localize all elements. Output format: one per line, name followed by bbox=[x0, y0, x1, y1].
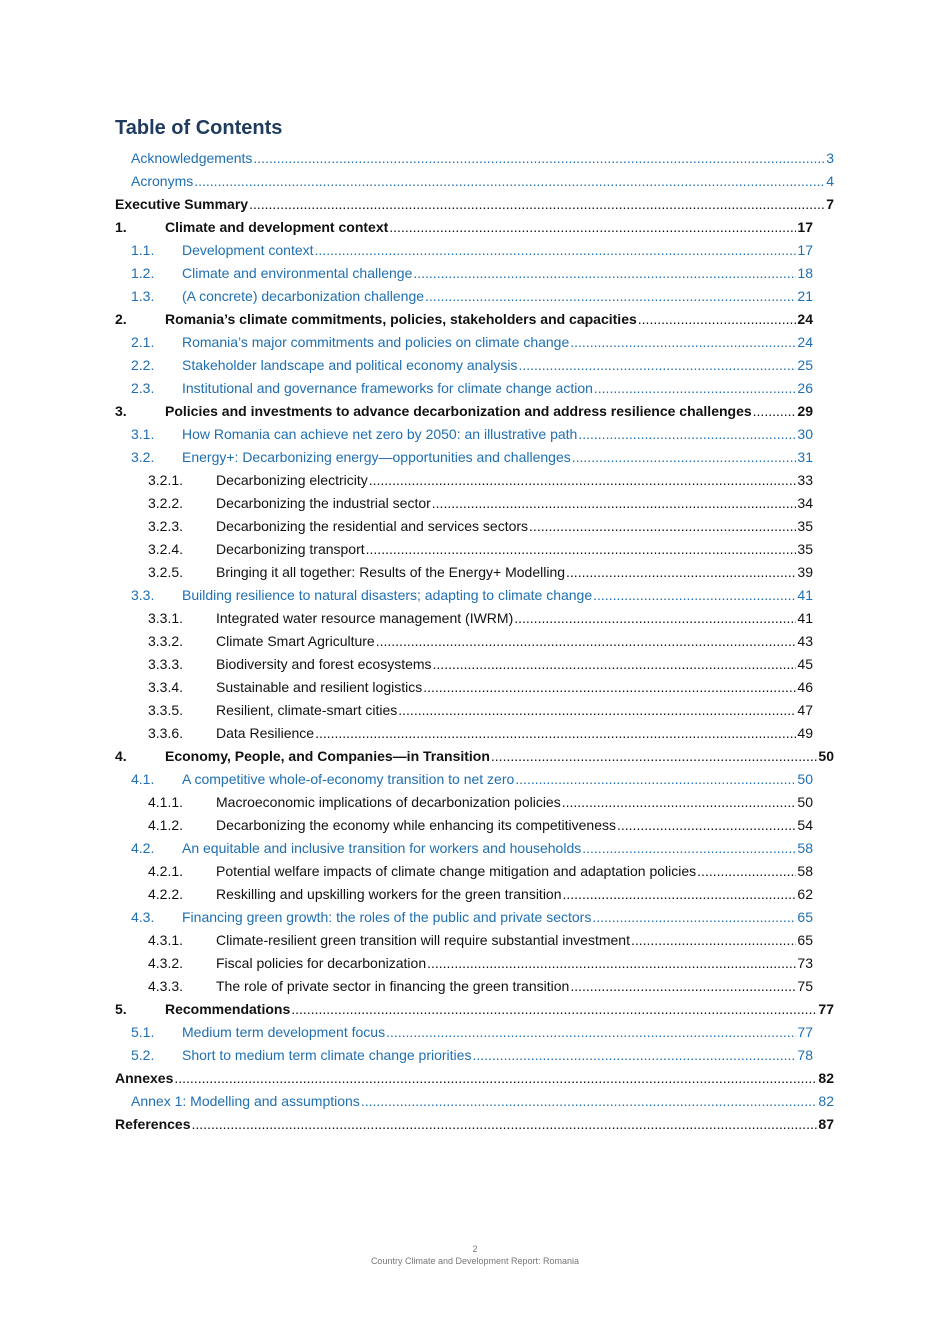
dot-leader bbox=[570, 332, 796, 353]
dot-leader bbox=[566, 562, 796, 583]
dot-leader bbox=[638, 309, 797, 330]
toc-entry[interactable] bbox=[0, 999, 834, 1022]
toc-entry-number: 4.2. bbox=[131, 840, 155, 856]
dot-leader bbox=[753, 401, 797, 422]
toc-entry-title: Integrated water resource management (IWRM) bbox=[216, 610, 514, 626]
toc-entry[interactable] bbox=[0, 815, 813, 838]
toc-entry[interactable] bbox=[0, 930, 813, 953]
toc-entry-number: 1. bbox=[115, 219, 127, 235]
toc-entry-title: Policies and investments to advance decarbonization and address resilience challenges bbox=[165, 403, 752, 419]
toc-entry[interactable] bbox=[0, 309, 813, 332]
toc-entry-number: 5. bbox=[115, 1001, 127, 1017]
toc-entry-page: 35 bbox=[797, 541, 813, 557]
toc-entry-title: Fiscal policies for decarbonization bbox=[216, 955, 427, 971]
toc-entry-title: Annex 1: Modelling and assumptions bbox=[131, 1093, 360, 1109]
toc-entry-number: 4.1. bbox=[131, 771, 155, 787]
toc-entry-page: 58 bbox=[797, 863, 813, 879]
dot-leader bbox=[697, 861, 796, 882]
toc-entry-page: 65 bbox=[797, 909, 813, 925]
toc-entry-number: 3.3.4. bbox=[148, 679, 184, 695]
page-number: 2 bbox=[472, 1244, 478, 1254]
toc-entry-number: 3.2.3. bbox=[148, 518, 184, 534]
toc-entry[interactable] bbox=[0, 723, 813, 746]
toc-entry-page: 34 bbox=[797, 495, 813, 511]
toc-entry-title: Medium term development focus bbox=[182, 1024, 386, 1040]
dot-leader bbox=[515, 769, 796, 790]
toc-entry[interactable] bbox=[0, 608, 813, 631]
toc-entry-title: Short to medium term climate change priorities bbox=[182, 1047, 472, 1063]
toc-entry-title: A competitive whole-of-economy transition to net zero bbox=[182, 771, 515, 787]
toc-entry[interactable] bbox=[0, 470, 813, 493]
dot-leader bbox=[529, 516, 796, 537]
toc-entry-title: Stakeholder landscape and political economy analysis bbox=[182, 357, 518, 373]
dot-leader bbox=[572, 447, 797, 468]
toc-entry-page: 82 bbox=[818, 1070, 834, 1086]
toc-entry-title: Bringing it all together: Results of the Energy+ Modelling bbox=[216, 564, 566, 580]
toc-entry-page: 29 bbox=[797, 403, 813, 419]
toc-entry[interactable] bbox=[0, 171, 834, 194]
toc-entry-number: 3.3. bbox=[131, 587, 155, 603]
toc-entry[interactable] bbox=[0, 1068, 834, 1091]
dot-leader bbox=[562, 792, 797, 813]
toc-entry[interactable] bbox=[0, 1091, 834, 1114]
toc-entry-page: 87 bbox=[818, 1116, 834, 1132]
toc-entry-title: Development context bbox=[182, 242, 314, 258]
toc-entry-number: 1.2. bbox=[131, 265, 155, 281]
toc-entry[interactable] bbox=[0, 884, 813, 907]
toc-entry-page: 4 bbox=[826, 173, 834, 189]
toc-entry-title: Sustainable and resilient logistics bbox=[216, 679, 423, 695]
toc-entry-title: Romania’s major commitments and policies on climate change bbox=[182, 334, 570, 350]
dot-leader bbox=[592, 907, 796, 928]
toc-entry-title: Decarbonizing the residential and services sectors bbox=[216, 518, 529, 534]
toc-entry-page: 17 bbox=[797, 219, 813, 235]
toc-entry[interactable] bbox=[0, 217, 813, 240]
toc-entry-title: (A concrete) decarbonization challenge bbox=[182, 288, 425, 304]
toc-entry-title: Decarbonizing the economy while enhancing its competitiveness bbox=[216, 817, 616, 833]
toc-entry-title: Romania’s climate commitments, policies, stakeholders and capacities bbox=[165, 311, 637, 327]
dot-leader bbox=[366, 539, 797, 560]
dot-leader bbox=[413, 263, 796, 284]
dot-leader bbox=[514, 608, 796, 629]
toc-entry[interactable] bbox=[0, 677, 813, 700]
toc-entry-title: Reskilling and upskilling workers for the green transition bbox=[216, 886, 562, 902]
toc-entry-title: Institutional and governance frameworks for climate change action bbox=[182, 380, 593, 396]
toc-entry-page: 24 bbox=[797, 311, 813, 327]
toc-entry-page: 50 bbox=[797, 794, 813, 810]
page-title: Table of Contents bbox=[115, 117, 283, 139]
toc-entry-title: Acronyms bbox=[131, 173, 194, 189]
toc-entry-title: Macroeconomic implications of decarbonization policies bbox=[216, 794, 561, 810]
footer-document-title: Country Climate and Development Report: Romania bbox=[370, 1256, 580, 1266]
toc-entry-title: Climate and environmental challenge bbox=[182, 265, 413, 281]
table-of-contents bbox=[0, 148, 950, 1137]
toc-entry[interactable] bbox=[0, 516, 813, 539]
toc-entry-number: 3.3.6. bbox=[148, 725, 184, 741]
dot-leader bbox=[194, 171, 825, 192]
toc-entry-number: 3.3.1. bbox=[148, 610, 184, 626]
toc-entry-page: 47 bbox=[797, 702, 813, 718]
toc-entry-page: 77 bbox=[797, 1024, 813, 1040]
toc-entry-page: 31 bbox=[797, 449, 813, 465]
dot-leader bbox=[491, 746, 818, 767]
toc-entry-number: 4.1.1. bbox=[148, 794, 184, 810]
toc-entry-page: 3 bbox=[826, 150, 834, 166]
dot-leader bbox=[617, 815, 796, 836]
toc-entry[interactable] bbox=[0, 148, 834, 171]
dot-leader bbox=[472, 1045, 796, 1066]
toc-entry-number: 2.2. bbox=[131, 357, 155, 373]
toc-entry-page: 43 bbox=[797, 633, 813, 649]
toc-entry-title: Decarbonizing transport bbox=[216, 541, 365, 557]
toc-entry-number: 5.1. bbox=[131, 1024, 155, 1040]
toc-entry-page: 33 bbox=[797, 472, 813, 488]
toc-entry-number: 3. bbox=[115, 403, 127, 419]
toc-entry[interactable] bbox=[0, 263, 813, 286]
toc-entry-page: 17 bbox=[797, 242, 813, 258]
toc-entry-title: Climate Smart Agriculture bbox=[216, 633, 375, 649]
toc-entry-title: Financing green growth: the roles of the public and private sectors bbox=[182, 909, 592, 925]
dot-leader bbox=[425, 286, 796, 307]
toc-entry[interactable] bbox=[0, 953, 813, 976]
dot-leader bbox=[386, 1022, 796, 1043]
toc-entry[interactable] bbox=[0, 792, 813, 815]
toc-entry-number: 4.2.1. bbox=[148, 863, 184, 879]
toc-entry-title: Climate-resilient green transition will require substantial investment bbox=[216, 932, 630, 948]
toc-entry[interactable] bbox=[0, 585, 813, 608]
toc-entry-number: 4.2.2. bbox=[148, 886, 184, 902]
toc-entry-number: 3.3.5. bbox=[148, 702, 184, 718]
toc-entry-title: Data Resilience bbox=[216, 725, 315, 741]
toc-entry[interactable] bbox=[0, 976, 813, 999]
dot-leader bbox=[249, 194, 825, 215]
toc-entry-number: 5.2. bbox=[131, 1047, 155, 1063]
dot-leader bbox=[570, 976, 796, 997]
toc-entry[interactable] bbox=[0, 240, 813, 263]
dot-leader bbox=[253, 148, 825, 169]
dot-leader bbox=[291, 999, 817, 1020]
toc-entry-number: 4.3.1. bbox=[148, 932, 184, 948]
dot-leader bbox=[582, 838, 796, 859]
dot-leader bbox=[593, 585, 796, 606]
toc-entry[interactable] bbox=[0, 194, 834, 217]
toc-entry[interactable] bbox=[0, 1114, 834, 1137]
toc-entry-title: Decarbonizing the industrial sector bbox=[216, 495, 431, 511]
dot-leader bbox=[594, 378, 797, 399]
toc-entry-page: 58 bbox=[797, 840, 813, 856]
toc-entry[interactable] bbox=[0, 861, 813, 884]
toc-entry-number: 2.3. bbox=[131, 380, 155, 396]
toc-entry-number: 4.1.2. bbox=[148, 817, 184, 833]
toc-entry-title: Acknowledgements bbox=[131, 150, 253, 166]
toc-entry-number: 4.3.3. bbox=[148, 978, 184, 994]
toc-entry-page: 18 bbox=[797, 265, 813, 281]
toc-entry[interactable] bbox=[0, 562, 813, 585]
toc-entry[interactable] bbox=[0, 654, 813, 677]
toc-entry-page: 24 bbox=[797, 334, 813, 350]
dot-leader bbox=[578, 424, 796, 445]
toc-entry-page: 21 bbox=[797, 288, 813, 304]
toc-entry-number: 3.2.5. bbox=[148, 564, 184, 580]
toc-entry-page: 41 bbox=[797, 587, 813, 603]
toc-entry-page: 46 bbox=[797, 679, 813, 695]
toc-entry-page: 45 bbox=[797, 656, 813, 672]
toc-entry-title: Building resilience to natural disasters; adapting to climate change bbox=[182, 587, 593, 603]
toc-entry[interactable] bbox=[0, 447, 813, 470]
toc-entry-number: 1.3. bbox=[131, 288, 155, 304]
toc-entry-title: Climate and development context bbox=[165, 219, 389, 235]
toc-entry-number: 3.3.3. bbox=[148, 656, 184, 672]
toc-entry-number: 4. bbox=[115, 748, 127, 764]
toc-entry-page: 78 bbox=[797, 1047, 813, 1063]
dot-leader bbox=[432, 493, 797, 514]
toc-entry-page: 73 bbox=[797, 955, 813, 971]
toc-entry-page: 62 bbox=[797, 886, 813, 902]
dot-leader bbox=[398, 700, 796, 721]
dot-leader bbox=[423, 677, 796, 698]
toc-entry-page: 50 bbox=[818, 748, 834, 764]
toc-entry[interactable] bbox=[0, 286, 813, 309]
dot-leader bbox=[563, 884, 797, 905]
toc-entry[interactable] bbox=[0, 746, 834, 769]
toc-entry[interactable] bbox=[0, 700, 813, 723]
toc-entry-page: 39 bbox=[797, 564, 813, 580]
toc-entry-page: 35 bbox=[797, 518, 813, 534]
dot-leader bbox=[174, 1068, 817, 1089]
toc-entry[interactable] bbox=[0, 539, 813, 562]
toc-entry-page: 54 bbox=[797, 817, 813, 833]
toc-entry-title: How Romania can achieve net zero by 2050: an illustrative path bbox=[182, 426, 578, 442]
dot-leader bbox=[427, 953, 796, 974]
toc-entry-page: 30 bbox=[797, 426, 813, 442]
toc-entry-page: 49 bbox=[797, 725, 813, 741]
toc-entry[interactable] bbox=[0, 355, 813, 378]
dot-leader bbox=[433, 654, 797, 675]
dot-leader bbox=[315, 240, 797, 261]
toc-entry-number: 4.3.2. bbox=[148, 955, 184, 971]
dot-leader bbox=[518, 355, 796, 376]
toc-entry-title: Annexes bbox=[115, 1070, 174, 1086]
dot-leader bbox=[631, 930, 796, 951]
toc-entry[interactable] bbox=[0, 1045, 813, 1068]
dot-leader bbox=[389, 217, 796, 238]
toc-entry-page: 41 bbox=[797, 610, 813, 626]
toc-entry-number: 3.2.2. bbox=[148, 495, 184, 511]
toc-entry-number: 2. bbox=[115, 311, 127, 327]
toc-entry-page: 82 bbox=[818, 1093, 834, 1109]
toc-entry-title: References bbox=[115, 1116, 191, 1132]
toc-entry-title: Energy+: Decarbonizing energy—opportunities and challenges bbox=[182, 449, 571, 465]
toc-entry[interactable] bbox=[0, 332, 813, 355]
toc-entry-page: 75 bbox=[797, 978, 813, 994]
toc-entry-number: 3.3.2. bbox=[148, 633, 184, 649]
toc-entry[interactable] bbox=[0, 1022, 813, 1045]
toc-entry-number: 1.1. bbox=[131, 242, 155, 258]
toc-entry[interactable] bbox=[0, 378, 813, 401]
toc-entry-page: 26 bbox=[797, 380, 813, 396]
toc-entry-title: Recommendations bbox=[165, 1001, 291, 1017]
toc-entry-title: Resilient, climate-smart cities bbox=[216, 702, 398, 718]
dot-leader bbox=[369, 470, 797, 491]
dot-leader bbox=[376, 631, 797, 652]
toc-entry-number: 3.2.1. bbox=[148, 472, 184, 488]
toc-entry-page: 77 bbox=[818, 1001, 834, 1017]
toc-entry-title: Potential welfare impacts of climate change mitigation and adaptation policies bbox=[216, 863, 697, 879]
toc-entry-number: 4.3. bbox=[131, 909, 155, 925]
toc-entry[interactable] bbox=[0, 401, 813, 424]
toc-entry-page: 7 bbox=[826, 196, 834, 212]
toc-entry-title: Biodiversity and forest ecosystems bbox=[216, 656, 432, 672]
toc-entry-page: 65 bbox=[797, 932, 813, 948]
toc-entry-number: 3.1. bbox=[131, 426, 155, 442]
toc-entry[interactable] bbox=[0, 631, 813, 654]
toc-entry-title: The role of private sector in financing the green transition bbox=[216, 978, 570, 994]
toc-entry-page: 50 bbox=[797, 771, 813, 787]
dot-leader bbox=[361, 1091, 818, 1112]
toc-entry[interactable] bbox=[0, 493, 813, 516]
toc-entry-title: An equitable and inclusive transition for workers and households bbox=[182, 840, 582, 856]
toc-entry[interactable] bbox=[0, 769, 813, 792]
dot-leader bbox=[315, 723, 796, 744]
dot-leader bbox=[192, 1114, 818, 1135]
toc-entry-title: Economy, People, and Companies—in Transition bbox=[165, 748, 490, 764]
toc-entry-page: 25 bbox=[797, 357, 813, 373]
toc-entry[interactable] bbox=[0, 838, 813, 861]
toc-entry-title: Executive Summary bbox=[115, 196, 249, 212]
toc-entry[interactable] bbox=[0, 907, 813, 930]
toc-entry[interactable] bbox=[0, 424, 813, 447]
toc-entry-number: 3.2.4. bbox=[148, 541, 184, 557]
toc-entry-number: 2.1. bbox=[131, 334, 155, 350]
toc-entry-title: Decarbonizing electricity bbox=[216, 472, 368, 488]
toc-entry-number: 3.2. bbox=[131, 449, 155, 465]
